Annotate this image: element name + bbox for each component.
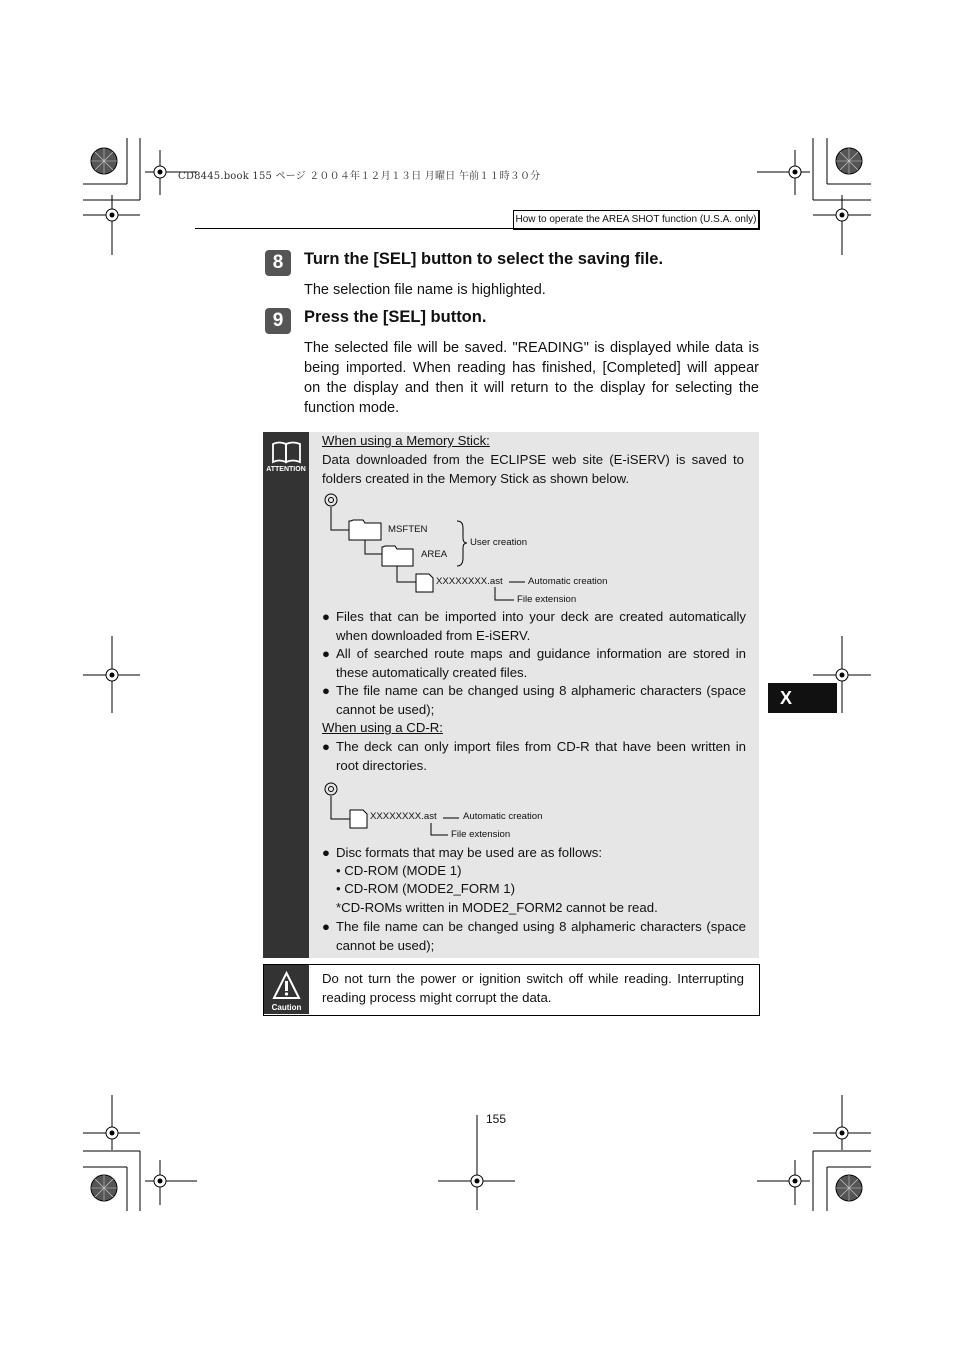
user-creation-label: User creation <box>470 537 528 548</box>
cdr-heading: When using a CD-R: <box>322 720 443 735</box>
bullet-icon: ● <box>322 919 330 934</box>
bullet-icon: ● <box>322 609 330 624</box>
folder-msften-label: MSFTEN <box>388 524 428 535</box>
memory-stick-intro: Data downloaded from the ECLIPSE web site (E-iSERV) is saved to folders created in the Memory Stick as shown below. <box>322 452 744 486</box>
file-name-label-2: XXXXXXXX.ast <box>370 811 437 822</box>
bullet-icon: ● <box>322 845 330 860</box>
section-header: How to operate the AREA SHOT function (U.S.A. only) <box>513 210 760 230</box>
list-item: ● The file name can be changed using 8 alphameric characters (space cannot be used); <box>322 683 746 717</box>
list-item: ● Disc formats that may be used are as follows: <box>322 844 746 863</box>
book-icon <box>271 440 302 464</box>
step-9-title: Press the [SEL] button. <box>304 308 487 326</box>
print-info: CD8445.book 155 ページ ２００４年１２月１３日 月曜日 午前１１時３０分 <box>178 171 541 182</box>
automatic-creation-label: Automatic creation <box>528 576 608 587</box>
caution-label: Caution <box>271 1003 302 1012</box>
disc-format-2: • CD-ROM (MODE2_FORM 1) <box>336 881 515 896</box>
caution-text: Do not turn the power or ignition switch off while reading. Interrupting reading process might corrupt the data. <box>322 971 744 1005</box>
attention-sidebar <box>263 432 309 958</box>
list-item: ● Files that can be imported into your deck are created automatically when downloaded from E-iSERV. <box>322 609 746 643</box>
step-9-body: The selected file will be saved. "READING" is displayed while data is being imported. When reading has finished, [Completed] will appear on the display and then it will return to the display for selecting the function mode. <box>304 340 759 416</box>
list-item: ● All of searched route maps and guidance information are stored in these automatically created files. <box>322 646 746 680</box>
disc-format-1: • CD-ROM (MODE 1) <box>336 863 462 878</box>
warning-icon <box>272 971 301 1001</box>
folder-area-label: AREA <box>421 549 448 560</box>
file-name-label: XXXXXXXX.ast <box>436 576 503 587</box>
bullet-icon: ● <box>322 739 330 754</box>
step-number-8: 8 <box>265 250 291 276</box>
bullet-icon: ● <box>322 646 330 661</box>
file-extension-label: File extension <box>517 594 577 605</box>
automatic-creation-label-2: Automatic creation <box>463 811 543 822</box>
header-rule <box>195 228 760 229</box>
memory-stick-heading: When using a Memory Stick: <box>322 433 490 448</box>
file-extension-label-2: File extension <box>451 829 511 840</box>
page-number: 155 <box>486 1112 507 1126</box>
step-number-9: 9 <box>265 308 291 334</box>
list-item: ● The file name can be changed using 8 alphameric characters (space cannot be used); <box>322 919 746 953</box>
step-8-body: The selection file name is highlighted. <box>304 282 546 298</box>
list-item: ● The deck can only import files from CD-R that have been written in root directories. <box>322 739 746 773</box>
attention-label: ATTENTION <box>266 466 306 473</box>
disc-note: *CD-ROMs written in MODE2_FORM2 cannot be read. <box>336 900 658 915</box>
step-8-title: Turn the [SEL] button to select the saving file. <box>304 250 664 268</box>
bullet-icon: ● <box>322 683 330 698</box>
chapter-tab: X <box>768 683 837 713</box>
folder-tree-diagram-1 <box>320 490 620 610</box>
